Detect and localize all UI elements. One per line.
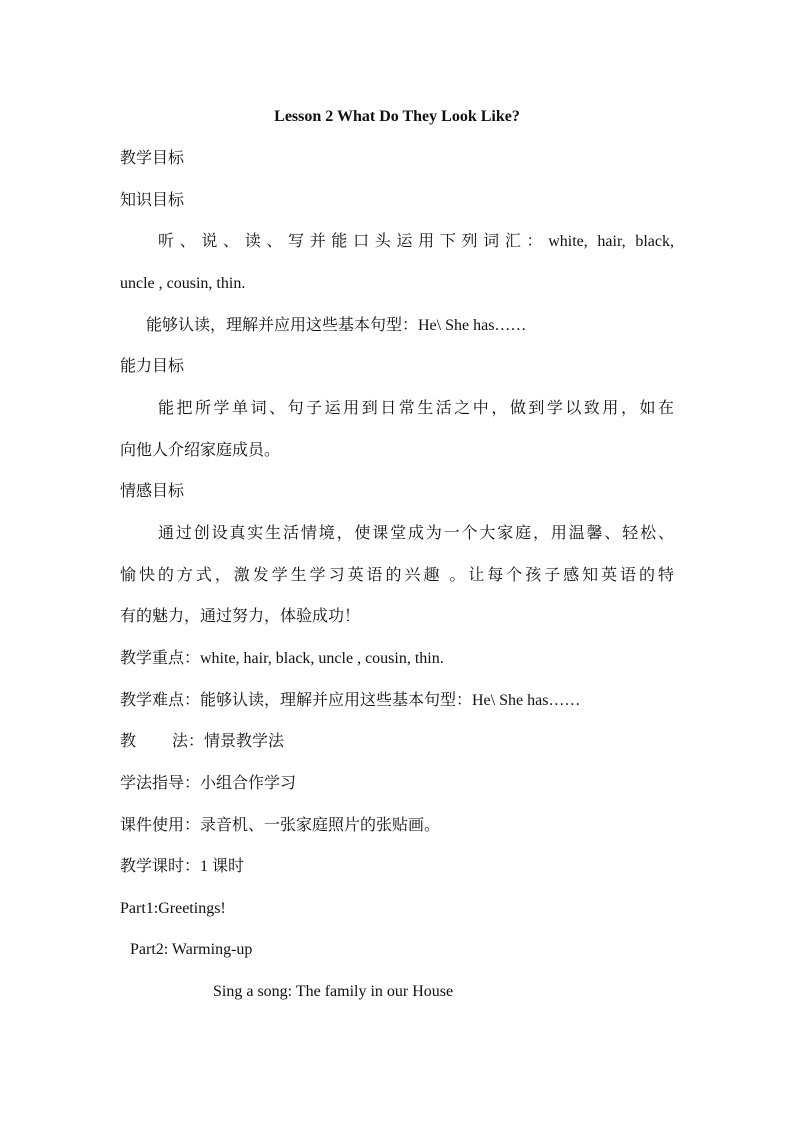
emotion-line-3: 有的魅力，通过努力，体验成功！ <box>120 608 361 625</box>
emotion-line-1: 通过创设真实生活情境，使课堂成为一个大家庭，用温馨、轻松、 <box>158 525 674 542</box>
courseware: 课件使用：录音机、一张家庭照片的张贴画。 <box>120 817 441 834</box>
emotion-goals-heading: 情感目标 <box>120 483 185 500</box>
song-line: Sing a song: The family in our House <box>213 983 454 1000</box>
part1-heading: Part1:Greetings! <box>120 900 226 917</box>
teaching-method-label-b: 法：情景教学法 <box>172 733 285 750</box>
ability-goals-heading: 能力目标 <box>120 358 185 375</box>
teaching-method <box>120 732 284 752</box>
key-points: 教学重点：white, hair, black, uncle , cousin, thin. <box>120 650 444 667</box>
difficult-points: 教学难点：能够认读，理解并应用这些基本句型：He\ She has…… <box>120 692 581 709</box>
knowledge-line-3: 能够认读，理解并应用这些基本句型：He\ She has…… <box>146 317 527 334</box>
teaching-goals-heading: 教学目标 <box>120 150 185 167</box>
knowledge-line-2: uncle , cousin, thin. <box>120 275 246 292</box>
study-guide: 学法指导：小组合作学习 <box>120 775 297 792</box>
teaching-method-label-a: 教 <box>120 733 137 750</box>
ability-line-2: 向他人介绍家庭成员。 <box>120 442 281 459</box>
class-hours: 教学课时：1 课时 <box>120 858 245 875</box>
ability-line-1: 能把所学单词、句子运用到日常生活之中，做到学以致用，如在 <box>158 400 674 417</box>
knowledge-line-1: 听、说、读、写并能口头运用下列词汇：white, hair, black, <box>158 233 674 250</box>
knowledge-goals-heading: 知识目标 <box>120 192 185 209</box>
emotion-line-2: 愉快的方式，激发学生学习英语的兴趣 。让每个孩子感知英语的特 <box>120 567 674 584</box>
lesson-title: Lesson 2 What Do They Look Like? <box>274 108 520 125</box>
part2-heading: Part2: Warming-up <box>130 941 253 958</box>
